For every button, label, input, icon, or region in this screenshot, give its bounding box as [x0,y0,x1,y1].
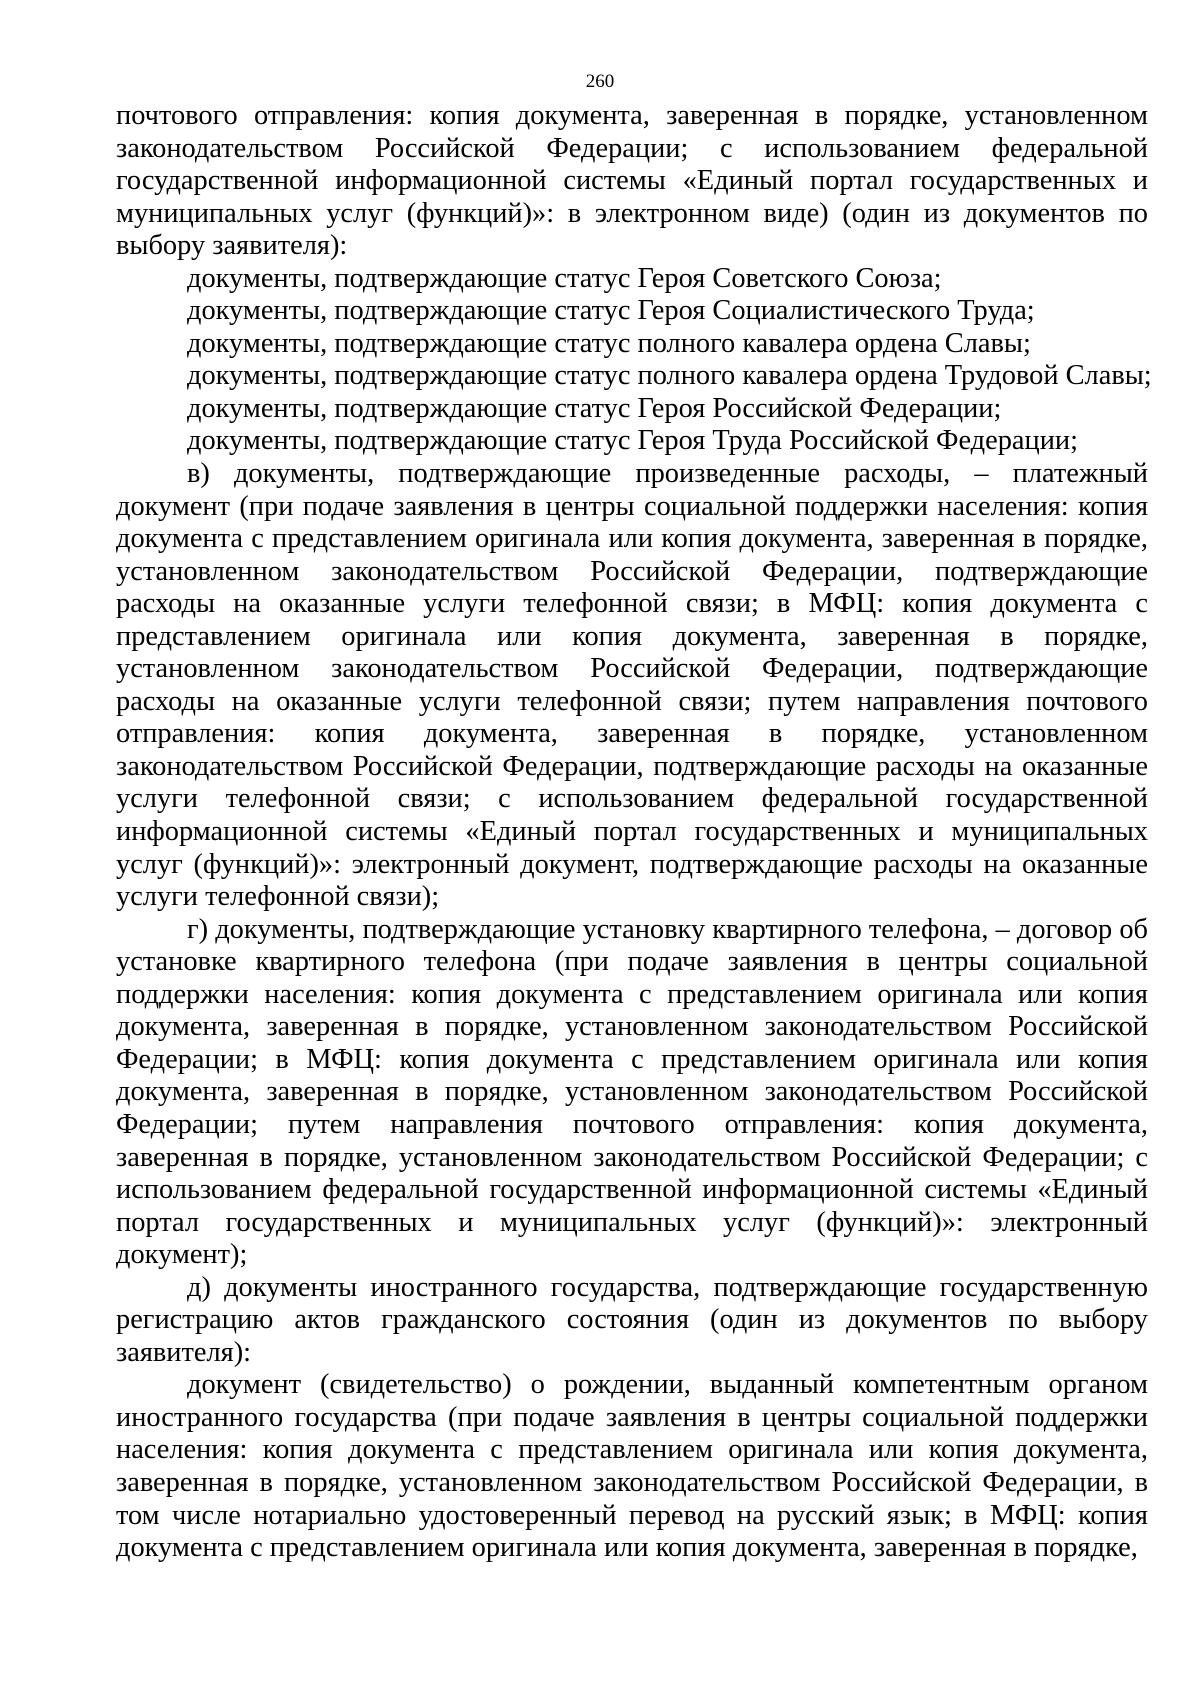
birth-document-paragraph: документ (свидетельство) о рождении, выданный компетентным органом иностранного государства (при подаче заявления в центры социальной поддержки населения: копия документа с представлением оригинала или копия документа, заверенная в порядке, установленном законодательством Российской Федерации, в том числе нотариально удостоверенный перевод на русский язык; в МФЦ: копия документа с представлением оригинала или копия документа, заверенная в порядке, [116,1369,1148,1564]
status-document-item: документы, подтверждающие статус Героя Социалистического Труда; [187,295,1035,327]
status-document-item: документы, подтверждающие статус Героя Советского Союза; [187,262,942,294]
status-document-item: документы, подтверждающие статус полного кавалера ордена Трудовой Славы; [187,360,1152,392]
status-documents-list [116,262,1152,458]
document-body [116,100,1152,1565]
page-number: 260 [585,71,615,92]
status-document-item: документы, подтверждающие статус Героя Российской Федерации; [187,392,1002,424]
item-g-paragraph: г) документы, подтверждающие установку квартирного телефона, – договор об установке квартирного телефона (при подаче заявления в центры социальной поддержки населения: копия документа с представлением оригинала или копия документа, заверенная в порядке, установленном законодательством Российской Федерации; в МФЦ: копия документа с представлением оригинала или копия документа, заверенная в порядке, установленном законодательством Российской Федерации; путем направления почтового отправления: копия документа, заверенная в порядке, установленном законодательством Российской Федерации; с использованием федеральной государственной информационной системы «Единый портал государственных и муниципальных услуг (функций)»: электронный документ); [116,913,1148,1271]
status-document-item: документы, подтверждающие статус Героя Труда Российской Федерации; [187,425,1078,457]
item-v-paragraph: в) документы, подтверждающие произведенные расходы, – платежный документ (при подаче заявления в центры социальной поддержки населения: копия документа с представлением оригинала или копия документа, заверенная в порядке, установленном законодательством Российской Федерации, подтверждающие расходы на оказанные услуги телефонной связи; в МФЦ: копия документа с представлением оригинала или копия документа, заверенная в порядке, установленном законодательством Российской Федерации, подтверждающие расходы на оказанные услуги телефонной связи; путем направления почтового отправления: копия документа, заверенная в порядке, установленном законодательством Российской Федерации, подтверждающие расходы на оказанные услуги телефонной связи; с использованием федеральной государственной информационной системы «Единый портал государственных и муниципальных услуг (функций)»: электронный документ, подтверждающие расходы на оказанные услуги телефонной связи); [116,458,1148,913]
opening-paragraph: почтового отправления: копия документа, заверенная в порядке, установленном законодательством Российской Федерации; с использованием федеральной государственной информационной системы «Единый портал государственных и муниципальных услуг (функций)»: в электронном виде) (один из документов по выбору заявителя): [116,100,1148,262]
status-document-item: документы, подтверждающие статус полного кавалера ордена Славы; [187,327,1031,359]
item-d-paragraph: д) документы иностранного государства, подтверждающие государственную регистрацию актов гражданского состояния (один из документов по выбору заявителя): [116,1271,1148,1368]
